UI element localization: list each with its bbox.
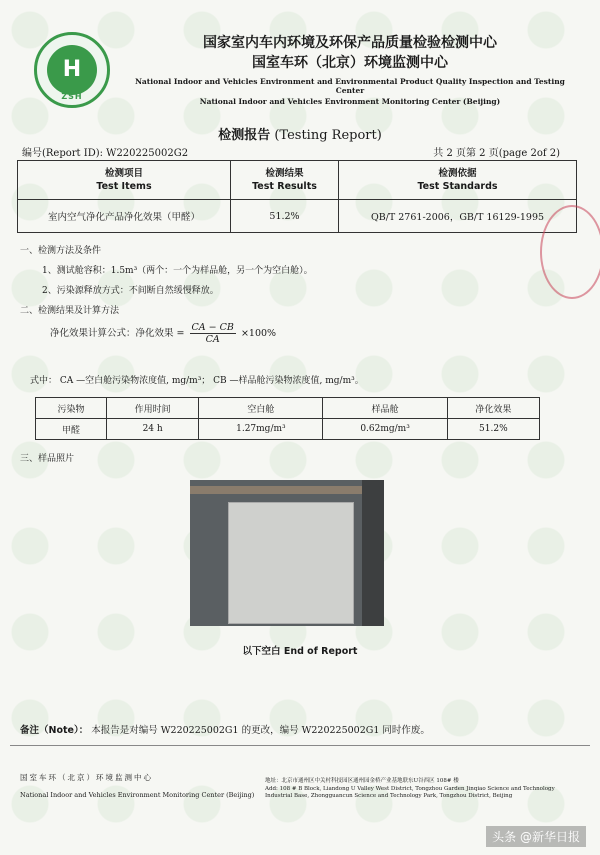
header-test-results: 检测结果 Test Results xyxy=(231,161,339,200)
report-title-en: (Testing Report) xyxy=(274,128,382,143)
header-en-line1: National Indoor and Vehicles Environment and Environmental Product Quality Inspection and Testing Center xyxy=(135,77,565,95)
section-1-heading: 一、检测方法及条件 xyxy=(20,246,102,256)
result-table xyxy=(35,397,540,440)
footer-en: National Indoor and Vehicles Environment Monitoring Center (Beijing) xyxy=(20,791,255,799)
cell-test-item: 室内空气净化产品净化效果（甲醛） xyxy=(18,200,231,233)
sample-photo xyxy=(190,480,384,626)
header-en-line2: National Indoor and Vehicles Environment Monitoring Center (Beijing) xyxy=(199,97,501,106)
note xyxy=(20,722,430,736)
formula-fraction: $\frac{CA - CB}{CA}$ xyxy=(191,322,234,345)
report-title xyxy=(0,124,600,143)
header-test-standards: 检测依据 Test Standards xyxy=(339,161,577,200)
footer-address: 地址：北京市通州区中关村科技园区通州园金桥产业基地联东U谷西区 108# 楼 Add: 108 # B Block, Liandong U Valley West District, Tongzhou Garden Jinqiao Science and Technology Industrial Base, Zhongguancun Science and Technology Park, Tongzhou District, Beijing xyxy=(265,778,555,799)
note-text: 本报告是对编号 W220225002G1 的更改，编号 W220225002G1 同时作废。 xyxy=(91,725,430,736)
header-cn-line2: 国室车环（北京）环境监测中心 xyxy=(252,55,448,71)
header-test-items: 检测项目 Test Items xyxy=(18,161,231,200)
sample-panel xyxy=(228,502,354,624)
red-seal-stamp xyxy=(540,205,600,299)
watermark: 头条 @新华日报 xyxy=(486,826,586,847)
page-count: 共 2 页第 2 页(page 2of 2) xyxy=(433,148,560,159)
note-label: 备注（Note）： xyxy=(20,725,89,736)
res-cell-time: 24 h xyxy=(106,419,198,440)
footer-cn: 国室车环（北京）环境监测中心 xyxy=(20,773,153,782)
end-of-report: 以下空白 End of Report xyxy=(242,646,358,657)
res-header-blank: 空白舱 xyxy=(199,398,323,419)
res-cell-sample: 0.62mg/m³ xyxy=(323,419,447,440)
formula-legend: 式中： CA —空白舱污染物浓度值, mg/m³； CB —样品舱污染物浓度值, mg/m³。 xyxy=(30,376,364,386)
footer-divider xyxy=(10,745,590,746)
cell-test-standard: QB/T 2761-2006，GB/T 16129-1995 xyxy=(339,200,577,233)
header-cn-line1: 国家室内车内环境及环保产品质量检验检测中心 xyxy=(203,35,497,51)
section-1-item-1: 1、测试舱容积：1.5m³（两个：一个为样品舱，另一个为空白舱）。 xyxy=(42,266,313,276)
res-header-time: 作用时间 xyxy=(106,398,198,419)
res-cell-efficiency: 51.2% xyxy=(447,419,539,440)
res-header-pollutant: 污染物 xyxy=(36,398,107,419)
section-2-heading: 二、检测结果及计算方法 xyxy=(20,306,120,316)
res-header-sample: 样品舱 xyxy=(323,398,447,419)
res-header-efficiency: 净化效果 xyxy=(447,398,539,419)
test-summary-table xyxy=(17,160,577,233)
efficiency-formula: 净化效果计算公式：净化效果 = $\frac{CA - CB}{CA}$ ×100% xyxy=(50,322,277,345)
center-logo-icon: H ZSH xyxy=(34,32,110,108)
res-cell-pollutant: 甲醛 xyxy=(36,419,107,440)
cell-test-result: 51.2% xyxy=(231,200,339,233)
report-id: 编号(Report ID): W220225002G2 xyxy=(22,148,189,159)
report-title-cn: 检测报告 xyxy=(218,128,271,143)
res-cell-blank: 1.27mg/m³ xyxy=(199,419,323,440)
section-3-heading: 三、样品照片 xyxy=(20,454,75,464)
section-1-item-2: 2、污染源释放方式：不间断自然缓慢释放。 xyxy=(42,286,219,296)
